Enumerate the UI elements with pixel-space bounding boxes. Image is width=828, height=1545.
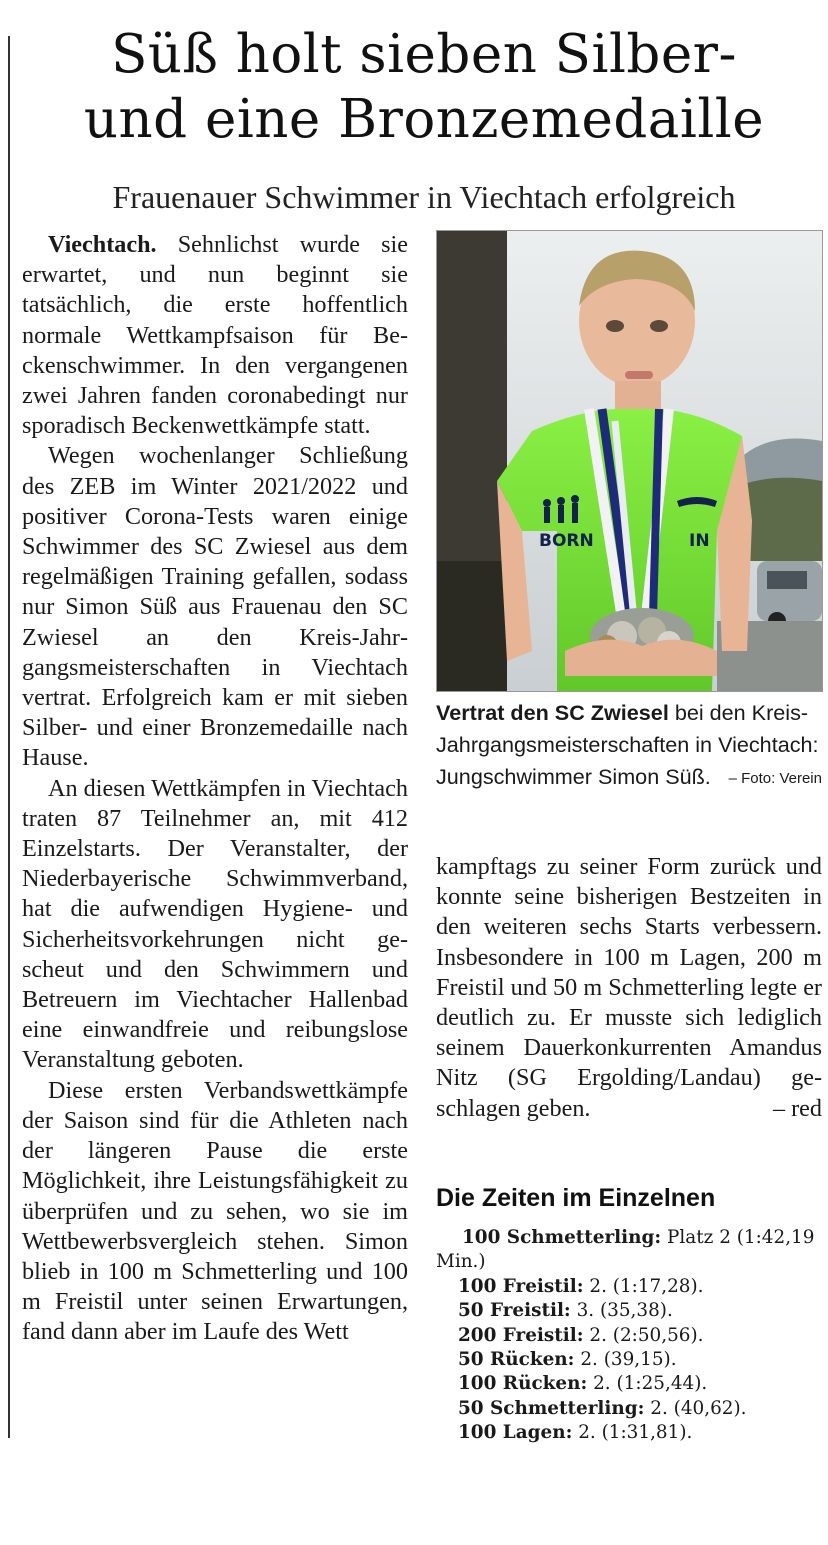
result-label: 100 Rücken:: [458, 1373, 588, 1395]
result-label: 100 Schmetterling:: [462, 1227, 662, 1248]
result-row: [436, 1372, 828, 1396]
paragraph-3: An diesen Wettkämpfen in Viechtach traten 87 Teilnehmer an, mit 412 Einzelstarts. Der Veranstalter, der Niederbayerische Schwimmverband, hat die aufwendigen Hygiene- und Sicherheitsvorkehrungen nicht gescheut und den Schwimmern und Betreuern im Viechtacher Hallenbad eine einwandfreie und reibungslose Veranstaltung geboten.: [22, 774, 408, 1074]
caption-text: bei den Kreis-Jahrgangsmeisterschaften in Viechtach: Jungschwimmer Simon Süß.: [436, 700, 819, 789]
result-row: [436, 1299, 828, 1323]
result-value: Platz 2 (1:42,19: [667, 1227, 815, 1248]
results-heading: Die Zeiten im Einzelnen: [436, 1184, 716, 1212]
headline-line-1: Süß holt sieben Silber-: [111, 24, 737, 85]
headline-line-2: und eine Bronzemedaille: [83, 89, 765, 150]
result-value: 2. (1:31,81).: [578, 1422, 693, 1444]
shirt-text-left: BORN: [539, 531, 594, 551]
result-label: 100 Lagen:: [458, 1422, 573, 1444]
result-value: 3. (35,38).: [576, 1300, 673, 1322]
result-value: 2. (1:17,28).: [589, 1275, 704, 1297]
photo-caption: [436, 697, 822, 795]
headline: [20, 22, 828, 152]
result-value: 2. (39,15).: [580, 1349, 677, 1371]
result-value-continued: Min.): [436, 1251, 486, 1273]
paragraph-1-text: Sehnlichst wurde sie erwartet, und nun beginnt sie tatsächlich, die erste hoffentlich normale Wettkampfsaison für Beckenschwimmer. In den vergangenen zwei Jahren fanden coronabedingt nur sporadisch Beckenwettkämpfe statt.: [22, 231, 409, 440]
results-list: [436, 1226, 828, 1446]
paragraph-5-text: kampftags zu seiner Form zurück und konnte seine bisherigen Bestzeiten in den weiteren sechs Starts verbessern. Insbesondere in 100 m Lagen, 200 m Freistil und 50 m Schmetterling legte er deutlich zu. Er musste sich lediglich seinem Dauerkonkurrenten Amandus Nitz (SG Ergolding/Landau) geschlagen geben.: [436, 853, 822, 1122]
result-row: [436, 1421, 828, 1445]
paragraph-5: [436, 852, 822, 1124]
subheadline: Frauenauer Schwimmer in Viechtach erfolgreich: [112, 179, 736, 215]
result-row: [436, 1348, 828, 1372]
swimmer-photo-illustration: [437, 231, 822, 691]
column-rule: [8, 36, 10, 1438]
article-photo: [436, 230, 823, 692]
paragraph-4: Diese ersten Verbandswettkämpfe der Saison sind für die Athleten nach der längeren Pause die erste Möglichkeit, ihre Leistungsfähigkeit zu überprüfen und zu sehen, wo sie im Wettbewerbsvergleich stehen. Simon blieb in 100 m Schmetterling und 100 m Freistil unter seinen Erwartungen, fand dann aber im Laufe des Wett: [22, 1076, 408, 1346]
result-label: 100 Freistil:: [458, 1275, 584, 1297]
result-row: [436, 1397, 828, 1421]
result-value: 2. (40,62).: [650, 1397, 747, 1419]
paragraph-2: Wegen wochenlanger Schließung des ZEB im Winter 2021/2022 und positiver Corona-Tests waren einige Schwimmer des SC Zwiesel aus dem regelmäßigen Training gefallen, sodass nur Simon Süß aus Frauenau den SC Zwiesel an den Kreis-Jahrgangsmeisterschaften in Viechtach vertrat. Erfolgreich kam er mit sieben Silber- und einer Bronzemedaille nach Hause.: [22, 442, 408, 772]
result-value: 2. (2:50,56).: [589, 1324, 704, 1346]
result-value: 2. (1:25,44).: [593, 1373, 708, 1395]
result-label: 200 Freistil:: [458, 1324, 584, 1346]
author-signature: – red: [772, 1094, 822, 1122]
result-row: [436, 1275, 828, 1299]
result-label: 50 Schmetterling:: [458, 1397, 645, 1419]
result-label: 50 Rücken:: [458, 1349, 575, 1371]
photo-credit: – Foto: Verein: [728, 770, 822, 787]
article-body-right-column: [436, 852, 822, 1124]
caption-lead: Vertrat den SC Zwiesel: [436, 700, 669, 725]
article-body-left-column: [22, 230, 408, 1348]
result-row: [436, 1226, 828, 1275]
result-label: 50 Freistil:: [458, 1300, 571, 1322]
paragraph-1: [22, 230, 408, 441]
shirt-text-right: IN: [689, 531, 710, 551]
dateline: Viechtach.: [48, 231, 157, 258]
result-row: [436, 1324, 828, 1348]
